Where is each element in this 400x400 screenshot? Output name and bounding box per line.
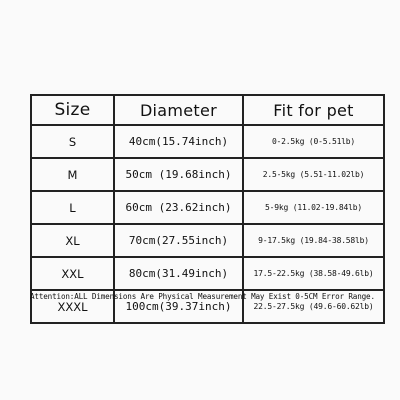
size-cell: XXXL (31, 290, 114, 323)
diameter-cell: 40cm(15.74inch) (114, 125, 243, 158)
fit-cell: 22.5-27.5kg (49.6-60.62lb) (243, 290, 384, 323)
size-cell: XXL (31, 257, 114, 290)
table-row (31, 125, 384, 158)
table-row (31, 224, 384, 257)
table-row (31, 158, 384, 191)
diameter-cell: 70cm(27.55inch) (114, 224, 243, 257)
fit-cell: 9-17.5kg (19.84-38.58lb) (243, 224, 384, 257)
table-row (31, 191, 384, 224)
fit-cell: 2.5-5kg (5.51-11.02lb) (243, 158, 384, 191)
diameter-cell: 100cm(39.37inch) (114, 290, 243, 323)
header-diameter: Diameter (114, 95, 243, 125)
size-chart-table (30, 94, 385, 324)
size-cell: M (31, 158, 114, 191)
size-cell: L (31, 191, 114, 224)
fit-cell: 0-2.5kg (0-5.51lb) (243, 125, 384, 158)
fit-cell: 17.5-22.5kg (38.58-49.6lb) (243, 257, 384, 290)
diameter-cell: 50cm (19.68inch) (114, 158, 243, 191)
size-cell: S (31, 125, 114, 158)
header-size: Size (31, 95, 114, 125)
attention-note: Attention:ALL Dimensions Are Physical Measurement May Exist 0-5CM Error Range. (30, 292, 375, 301)
diameter-cell: 60cm (23.62inch) (114, 191, 243, 224)
table-row (31, 257, 384, 290)
diameter-cell: 80cm(31.49inch) (114, 257, 243, 290)
header-fit-for-pet: Fit for pet (243, 95, 384, 125)
table-header-row (31, 95, 384, 125)
fit-cell: 5-9kg (11.02-19.84lb) (243, 191, 384, 224)
size-cell: XL (31, 224, 114, 257)
